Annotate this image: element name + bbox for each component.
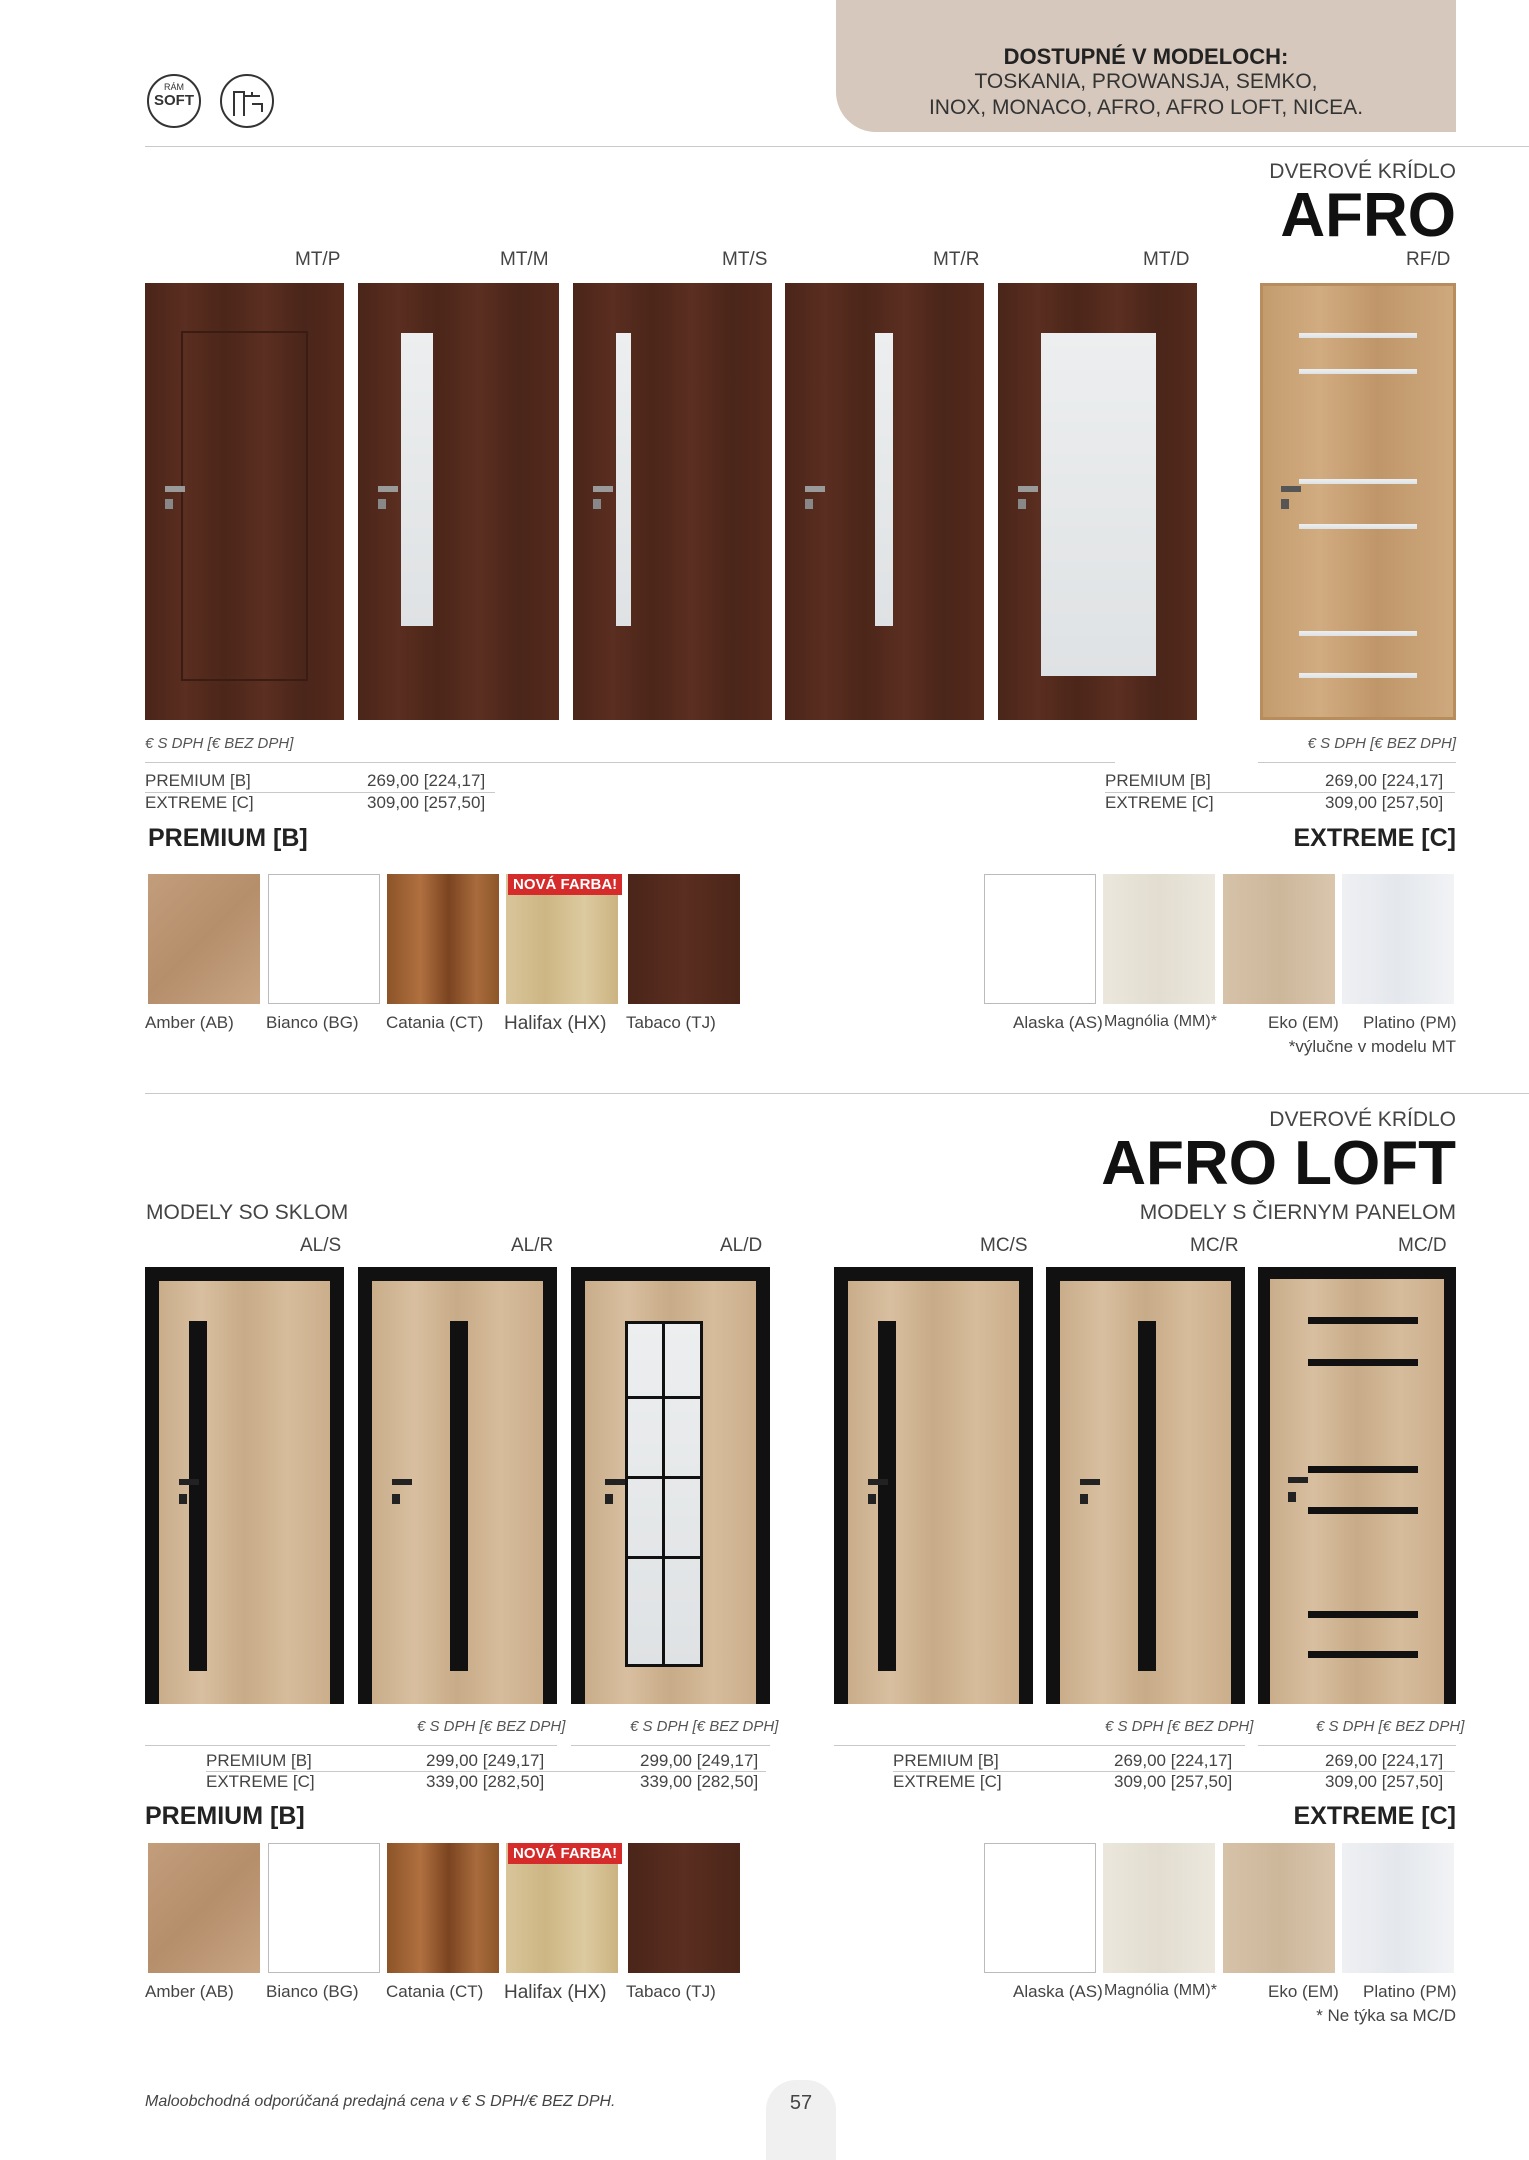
model-label-al-d: AL/D xyxy=(720,1235,763,1256)
swatch-bianco xyxy=(268,874,380,1004)
loft-price-note-al-d: € S DPH [€ BEZ DPH] xyxy=(630,1718,779,1735)
loft-new-color-badge: NOVÁ FARBA! xyxy=(508,1843,622,1864)
availability-box xyxy=(836,0,1456,132)
afro-price-note-left: € S DPH [€ BEZ DPH] xyxy=(145,735,294,752)
afro-left-extreme-value: 309,00 [257,50] xyxy=(367,793,486,812)
door-mt-d xyxy=(998,283,1197,720)
swatch-label-tabaco: Tabaco (TJ) xyxy=(626,1013,716,1032)
swatch-amber xyxy=(148,874,260,1004)
loft-swatch-label-platino: Platino (PM) xyxy=(1363,1982,1457,2001)
loft-swatch-label-alaska: Alaska (AS) xyxy=(1013,1982,1103,2001)
loft-swatch-catania xyxy=(387,1843,499,1973)
swatch-label-alaska: Alaska (AS) xyxy=(1013,1013,1103,1032)
loft-mc-d-premium-value: 269,00 [224,17] xyxy=(1325,1751,1444,1770)
model-label-al-s: AL/S xyxy=(300,1235,342,1256)
loft-divider-4 xyxy=(1258,1745,1456,1746)
section-divider xyxy=(145,1093,1529,1094)
door-al-r xyxy=(358,1267,557,1704)
loft-price-note-mc-d: € S DPH [€ BEZ DPH] xyxy=(1316,1718,1465,1735)
loft-mc-d-extreme-value: 309,00 [257,50] xyxy=(1325,1772,1444,1791)
swatch-label-bianco: Bianco (BG) xyxy=(266,1013,359,1032)
loft-extreme-heading: EXTREME [C] xyxy=(1293,1802,1456,1830)
swatch-alaska xyxy=(984,874,1096,1004)
availability-line-1: TOSKANIA, PROWANSJA, SEMKO, xyxy=(974,70,1318,93)
loft-mc-premium-label: PREMIUM [B] xyxy=(893,1751,999,1770)
door-mt-p xyxy=(145,283,344,720)
loft-swatch-label-tabaco: Tabaco (TJ) xyxy=(626,1982,716,2001)
loft-al-extreme-label: EXTREME [C] xyxy=(206,1772,315,1791)
model-label-rf-d: RF/D xyxy=(1406,249,1451,270)
loft-mc-row-divider xyxy=(893,1771,1455,1772)
loft-divider-1 xyxy=(145,1745,557,1746)
model-label-mt-r: MT/R xyxy=(933,249,980,270)
loft-kicker: DVEROVÉ KRÍDLO xyxy=(1269,1108,1456,1131)
model-label-mt-m: MT/M xyxy=(500,249,549,270)
swatch-label-magnolia: Magnólia (MM)* xyxy=(1104,1013,1217,1030)
afro-premium-heading: PREMIUM [B] xyxy=(148,824,308,852)
swatch-magnolia xyxy=(1103,874,1215,1004)
loft-left-group: MODELY SO SKLOM xyxy=(146,1201,349,1224)
badge-main-text: SOFT xyxy=(154,92,194,109)
ram-soft-badge-icon xyxy=(147,74,201,128)
loft-swatch-label-halifax: Halifax (HX) xyxy=(504,1982,607,2003)
afro-left-premium-value: 269,00 [224,17] xyxy=(367,771,486,790)
swatch-platino xyxy=(1342,874,1454,1004)
model-label-mc-d: MC/D xyxy=(1398,1235,1447,1256)
afro-right-extreme-value: 309,00 [257,50] xyxy=(1325,793,1444,812)
swatch-label-eko: Eko (EM) xyxy=(1268,1013,1339,1032)
loft-divider-2 xyxy=(571,1745,770,1746)
loft-swatch-label-amber: Amber (AB) xyxy=(145,1982,234,2001)
model-label-mc-r: MC/R xyxy=(1190,1235,1239,1256)
loft-right-group: MODELY S ČIERNYM PANELOM xyxy=(1139,1201,1456,1224)
door-al-s xyxy=(145,1267,344,1704)
loft-swatch-label-catania: Catania (CT) xyxy=(386,1982,484,2001)
door-rf-d xyxy=(1260,283,1456,720)
door-mt-m xyxy=(358,283,559,720)
door-frame-icon xyxy=(220,74,274,128)
door-mt-r xyxy=(785,283,984,720)
model-label-mt-s: MT/S xyxy=(722,249,768,270)
afro-left-premium-label: PREMIUM [B] xyxy=(145,771,251,790)
afro-extreme-heading: EXTREME [C] xyxy=(1293,824,1456,852)
model-label-mt-p: MT/P xyxy=(295,249,341,270)
loft-al-sr-extreme-value: 339,00 [282,50] xyxy=(426,1772,545,1791)
afro-price-divider-left xyxy=(145,762,1115,763)
loft-swatch-label-eko: Eko (EM) xyxy=(1268,1982,1339,2001)
new-color-badge: NOVÁ FARBA! xyxy=(508,874,622,895)
loft-swatch-bianco xyxy=(268,1843,380,1973)
swatch-label-halifax: Halifax (HX) xyxy=(504,1013,607,1034)
swatch-catania xyxy=(387,874,499,1004)
availability-title: DOSTUPNÉ V MODELOCH: xyxy=(1003,44,1289,69)
loft-al-d-premium-value: 299,00 [249,17] xyxy=(640,1751,759,1770)
swatch-tabaco xyxy=(628,874,740,1004)
loft-swatch-tabaco xyxy=(628,1843,740,1973)
loft-mc-sr-extreme-value: 309,00 [257,50] xyxy=(1114,1772,1233,1791)
afro-price-note-right: € S DPH [€ BEZ DPH] xyxy=(1307,735,1456,752)
afro-price-divider-right xyxy=(1258,762,1456,763)
swatch-label-catania: Catania (CT) xyxy=(386,1013,484,1032)
footer-note: Maloobchodná odporúčaná predajná cena v € S DPH/€ BEZ DPH. xyxy=(145,2093,616,2110)
model-label-mt-d: MT/D xyxy=(1143,249,1190,270)
loft-swatch-amber xyxy=(148,1843,260,1973)
loft-divider-3 xyxy=(834,1745,1245,1746)
swatch-eko xyxy=(1223,874,1335,1004)
loft-footnote: * Ne týka sa MC/D xyxy=(1316,2006,1456,2025)
swatch-label-platino: Platino (PM) xyxy=(1363,1013,1457,1032)
door-mc-r xyxy=(1046,1267,1245,1704)
door-mt-s xyxy=(573,283,772,720)
loft-al-premium-label: PREMIUM [B] xyxy=(206,1751,312,1770)
afro-title: AFRO xyxy=(1280,181,1456,250)
afro-footnote: *výlučne v modelu MT xyxy=(1288,1037,1456,1056)
loft-price-note-al-sr: € S DPH [€ BEZ DPH] xyxy=(417,1718,566,1735)
afro-right-extreme-label: EXTREME [C] xyxy=(1105,793,1214,812)
model-label-al-r: AL/R xyxy=(511,1235,554,1256)
afro-right-premium-value: 269,00 [224,17] xyxy=(1325,771,1444,790)
afro-right-premium-label: PREMIUM [B] xyxy=(1105,771,1211,790)
loft-premium-heading: PREMIUM [B] xyxy=(145,1802,305,1830)
loft-swatch-label-magnolia: Magnólia (MM)* xyxy=(1104,1982,1217,1999)
loft-swatch-eko xyxy=(1223,1843,1335,1973)
page-number-tab xyxy=(766,2080,836,2160)
loft-swatch-label-bianco: Bianco (BG) xyxy=(266,1982,359,2001)
loft-al-d-extreme-value: 339,00 [282,50] xyxy=(640,1772,759,1791)
loft-al-sr-premium-value: 299,00 [249,17] xyxy=(426,1751,545,1770)
model-label-mc-s: MC/S xyxy=(980,1235,1028,1256)
availability-line-2: INOX, MONACO, AFRO, AFRO LOFT, NICEA. xyxy=(928,96,1364,119)
top-divider xyxy=(145,146,1529,147)
door-mc-s xyxy=(834,1267,1033,1704)
swatch-label-amber: Amber (AB) xyxy=(145,1013,234,1032)
afro-left-extreme-label: EXTREME [C] xyxy=(145,793,254,812)
loft-mc-sr-premium-value: 269,00 [224,17] xyxy=(1114,1751,1233,1770)
loft-swatch-magnolia xyxy=(1103,1843,1215,1973)
door-mc-d xyxy=(1258,1267,1456,1704)
door-al-d xyxy=(571,1267,770,1704)
page-number: 57 xyxy=(789,2092,813,2114)
afro-kicker: DVEROVÉ KRÍDLO xyxy=(1269,160,1456,183)
loft-swatch-platino xyxy=(1342,1843,1454,1973)
loft-swatch-alaska xyxy=(984,1843,1096,1973)
badge-top-text: RÁM xyxy=(164,82,184,92)
loft-price-note-mc-sr: € S DPH [€ BEZ DPH] xyxy=(1105,1718,1254,1735)
loft-title: AFRO LOFT xyxy=(1101,1129,1456,1198)
loft-mc-extreme-label: EXTREME [C] xyxy=(893,1772,1002,1791)
loft-al-row-divider xyxy=(206,1771,766,1772)
